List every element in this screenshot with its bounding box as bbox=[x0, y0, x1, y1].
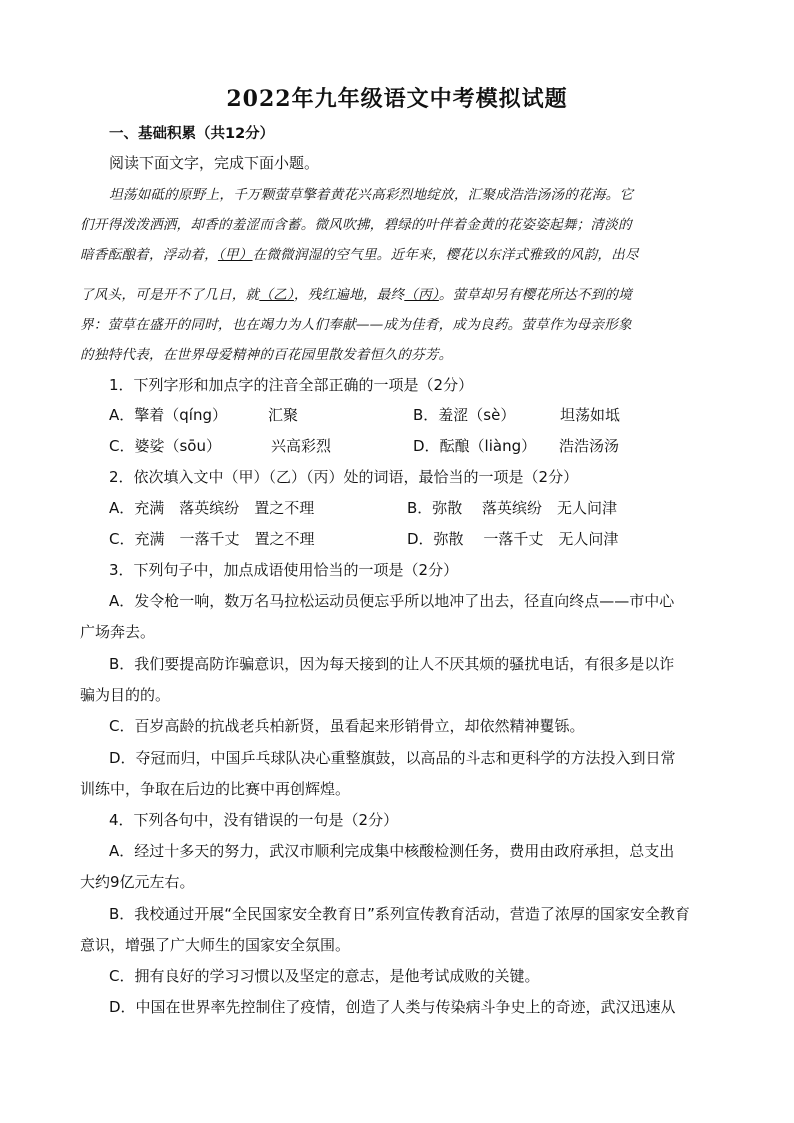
question-2-stem: 2．依次填入文中（甲）（乙）（丙）处的词语，最恰当的一项是（2分） bbox=[109, 468, 579, 486]
blank-jia: （甲） bbox=[217, 247, 253, 263]
question-1-stem: 1．下列字形和加点字的注音全部正确的一项是（2分） bbox=[109, 376, 474, 394]
reading-instruction: 阅读下面文字，完成下面小题。 bbox=[109, 154, 320, 172]
passage-line: 界：萤草在盛开的同时，也在竭力为人们奉献——成为佳肴，成为良药。萤草作为母亲形象 bbox=[80, 317, 632, 333]
question-4-stem: 4．下列各句中，没有错误的一句是（2分） bbox=[109, 811, 399, 829]
passage-text: 暗香酝酿着，浮动着， bbox=[80, 247, 218, 263]
q1-option-b-word: 坦荡如坻 bbox=[560, 406, 621, 424]
q1-option-a-pinyin: A．擎着（qíng） bbox=[109, 406, 227, 424]
q4-option-d: D．中国在世界率先控制住了疫情，创造了人类与传染病斗争史上的奇迹，武汉迅速从 bbox=[109, 998, 676, 1016]
q3-option-c: C．百岁高龄的抗战老兵柏新贤，虽看起来形销骨立，却依然精神矍铄。 bbox=[109, 717, 585, 735]
q1-option-c-word: 兴高彩烈 bbox=[271, 437, 332, 455]
q4-option-a-cont: 大约9亿元左右。 bbox=[80, 873, 195, 891]
passage-line: 的独特代表，在世界母爱精神的百花园里散发着恒久的芬芳。 bbox=[80, 347, 453, 363]
passage-text: 。萤草却另有樱花所达不到的境 bbox=[438, 287, 632, 303]
blank-yi: （乙） bbox=[259, 287, 294, 303]
q3-option-a-cont: 广场奔去。 bbox=[80, 623, 156, 641]
q2-option-a: A．充满 落英缤纷 置之不理 bbox=[109, 499, 315, 517]
passage-line bbox=[80, 285, 632, 305]
q3-option-d: D．夺冠而归，中国乒乓球队决心重整旗鼓，以高品的斗志和更科学的方法投入到日常 bbox=[109, 749, 676, 767]
q1-option-a-word: 汇聚 bbox=[268, 406, 299, 424]
q3-option-b: B．我们要提高防诈骗意识，因为每天接到的让人不厌其烦的骚扰电话，有很多是以诈 bbox=[109, 655, 675, 673]
q1-option-c-pinyin: C．婆娑（sōu） bbox=[109, 437, 221, 455]
q4-option-b-cont: 意识，增强了广大师生的国家安全氛围。 bbox=[80, 936, 351, 954]
q1-option-d-pinyin: D．酝酿（liàng） bbox=[413, 437, 537, 455]
passage-text: 在微微润湿的空气里。近年来，樱花以东洋式雅致的风韵，出尽 bbox=[252, 247, 639, 263]
q2-option-b: B．弥散 落英缤纷 无人问津 bbox=[407, 499, 618, 517]
q4-option-b: B．我校通过开展“全民国家安全教育日”系列宣传教育活动，营造了浓厚的国家安全教育 bbox=[109, 905, 690, 923]
page-title: 2022年九年级语文中考模拟试题 bbox=[226, 86, 568, 112]
q3-option-a: A．发令枪一响，数万名马拉松运动员便忘乎所以地冲了出去，径直向终点——市中心 bbox=[109, 592, 675, 610]
q1-option-d-word: 浩浩汤汤 bbox=[559, 437, 620, 455]
passage-text: 了风头，可是开不了几日，就 bbox=[80, 287, 260, 303]
passage-line: 坦荡如砥的原野上，千万颗萤草擎着黄花兴高彩烈地绽放，汇聚成浩浩汤汤的花海。它 bbox=[109, 187, 634, 203]
q1-option-b-pinyin: B．羞涩（sè） bbox=[413, 406, 516, 424]
q2-option-c: C．充满 一落千丈 置之不理 bbox=[109, 530, 315, 548]
q3-option-d-cont: 训练中，争取在后边的比赛中再创辉煌。 bbox=[80, 780, 351, 798]
question-3-stem: 3．下列句子中，加点成语使用恰当的一项是（2分） bbox=[109, 561, 459, 579]
passage-text: ，残红遍地，最终 bbox=[293, 287, 405, 303]
passage-line: 们开得泼泼洒洒，却香的羞涩而含蓄。微风吹拂，碧绿的叶伴着金黄的花姿姿起舞；清淡的 bbox=[80, 217, 632, 233]
q2-option-d: D．弥散 一落千丈 无人问津 bbox=[407, 530, 619, 548]
q4-option-a: A．经过十多天的努力，武汉市顺利完成集中核酸检测任务，费用由政府承担，总支出 bbox=[109, 842, 675, 860]
section-heading: 一、基础积累（共12分） bbox=[109, 126, 275, 142]
q4-option-c: C．拥有良好的学习习惯以及坚定的意志，是他考试成败的关键。 bbox=[109, 967, 540, 985]
passage-line bbox=[80, 245, 639, 265]
blank-bing: （丙） bbox=[404, 287, 439, 303]
q3-option-b-cont: 骗为目的的。 bbox=[80, 686, 171, 704]
